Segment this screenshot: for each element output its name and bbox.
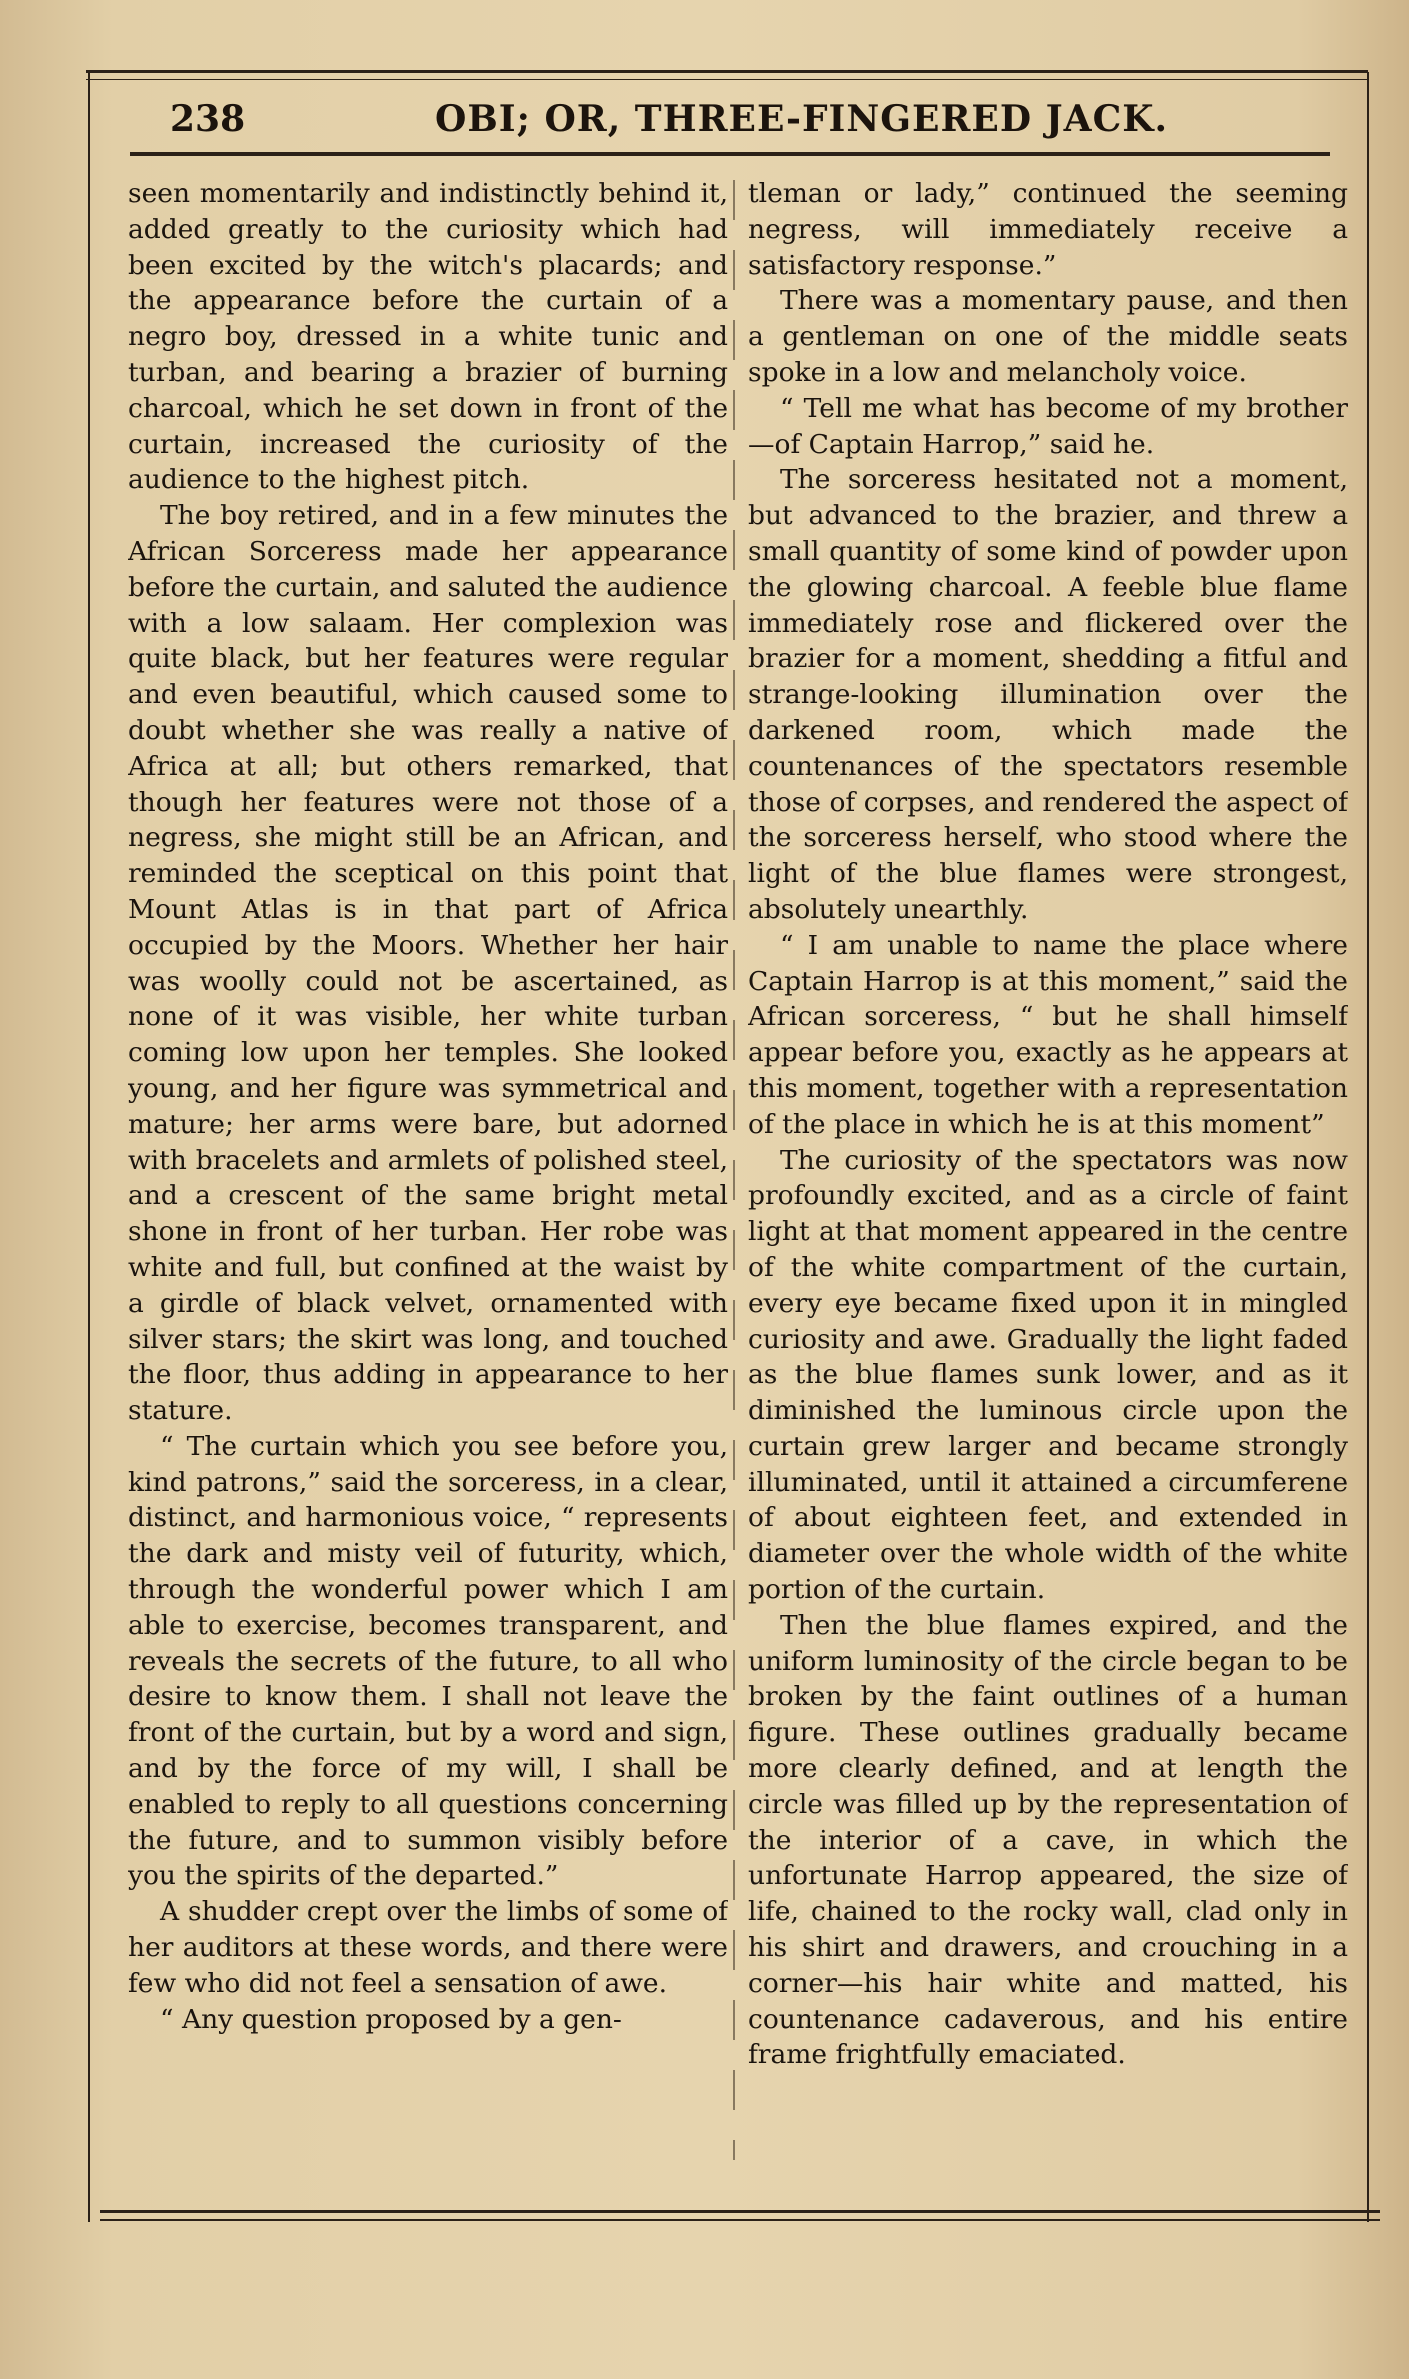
running-title: OBI; OR, THREE-FINGERED JACK. [435, 98, 1169, 140]
page-header [170, 98, 1340, 168]
paragraph: “ I am unable to name the place where Captain Harrop is at this moment,” said the African sorceress, “ but he shall himself appear before you, exactly as he appears at this moment, together with a representation of the place in which he is at this moment” [748, 929, 1348, 1140]
paragraph: The boy retired, and in a few minutes the African Sorceress made her appearance before the curtain, and saluted the audience with a low salaam. Her complexion was quite black, but her features were regular and even beautiful, which caused some to doubt whether she was really a native of Africa at all; but others remarked, that though her features were not those of a negress, she might still be an African, and reminded the sceptical on this point that Mount Atlas is in that part of Africa occupied by the Moors. Whether her hair was woolly could not be ascertained, as none of it was visible, her white turban coming low upon her temples. She looked young, and her figure was symmetrical and mature; her arms were bare, but adorned with bracelets and armlets of polished steel, and a crescent of the same bright metal shone in front of her turban. Her robe was white and full, but confined at the waist by a girdle of black velvet, ornamented with silver stars; the skirt was long, and touched the floor, thus adding in appearance to her stature. [128, 500, 728, 1427]
column-divider [733, 180, 735, 2160]
bottom-border-rule [100, 2210, 1380, 2221]
paragraph: Then the blue flames expired, and the uniform luminosity of the circle began to be broken by the faint outlines of a human figure. These outlines gradually became more clearly defined, and at length the circle was filled up by the representation of the interior of a cave, in which the unfortunate Harrop appeared, the size of life, chained to the rocky wall, clad only in his shirt and drawers, and crouching in a corner—his hair white and matted, his countenance cadaverous, and his entire frame frightfully emaciated. [748, 1609, 1348, 2071]
paragraph: There was a momentary pause, and then a gentleman on one of the middle seats spoke in a low and melancholy voice. [748, 285, 1348, 388]
left-column [128, 176, 728, 2166]
paragraph: tleman or lady,” continued the seeming negress, will immediately receive a satisfactory response.” [748, 178, 1348, 281]
header-rule [130, 152, 1330, 156]
paragraph: “ Tell me what has become of my brother—of Captain Harrop,” said he. [748, 392, 1348, 460]
right-column [748, 176, 1348, 2166]
paragraph: “ Any question proposed by a gen- [160, 2003, 622, 2035]
page-number: 238 [170, 98, 246, 140]
paragraph: The sorceress hesitated not a moment, but advanced to the brazier, and threw a small quantity of some kind of powder upon the glowing charcoal. A feeble blue flame immediately rose and flickered over the brazier for a moment, shedding a fitful and strange-looking illumination over the darkened room, which made the countenances of the spectators resemble those of corpses, and rendered the aspect of the sorceress herself, who stood where the light of the blue flames were strongest, absolutely unearthly. [748, 464, 1348, 925]
paragraph: The curiosity of the spectators was now profoundly excited, and as a circle of faint light at that moment appeared in the centre of the white compartment of the curtain, every eye became fixed upon it in mingled curiosity and awe. Gradually the light faded as the blue flames sunk lower, and as it diminished the luminous circle upon the curtain grew larger and became strongly illuminated, until it attained a circumferene of about eighteen feet, and extended in diameter over the whole width of the white portion of the curtain. [748, 1144, 1348, 1606]
paragraph: seen momentarily and indistinctly behind it, added greatly to the curiosity which had been excited by the witch's placards; and the appearance before the curtain of a negro boy, dressed in a white tunic and turban, and bearing a brazier of burning charcoal, which he set down in front of the curtain, increased the curiosity of the audience to the highest pitch. [128, 178, 728, 496]
paragraph: “ The curtain which you see before you, kind patrons,” said the sorceress, in a clear, distinct, and harmonious voice, “ represents the dark and misty veil of futurity, which, through the wonderful power which I am able to exercise, becomes transparent, and reveals the secrets of the future, to all who desire to know them. I shall not leave the front of the curtain, but by a word and sign, and by the force of my will, I shall be enabled to reply to all questions concerning the future, and to summon visibly before you the spirits of the departed.” [128, 1430, 728, 1892]
paragraph: A shudder crept over the limbs of some of her auditors at these words, and there were few who did not feel a sensation of awe. [128, 1896, 728, 1999]
